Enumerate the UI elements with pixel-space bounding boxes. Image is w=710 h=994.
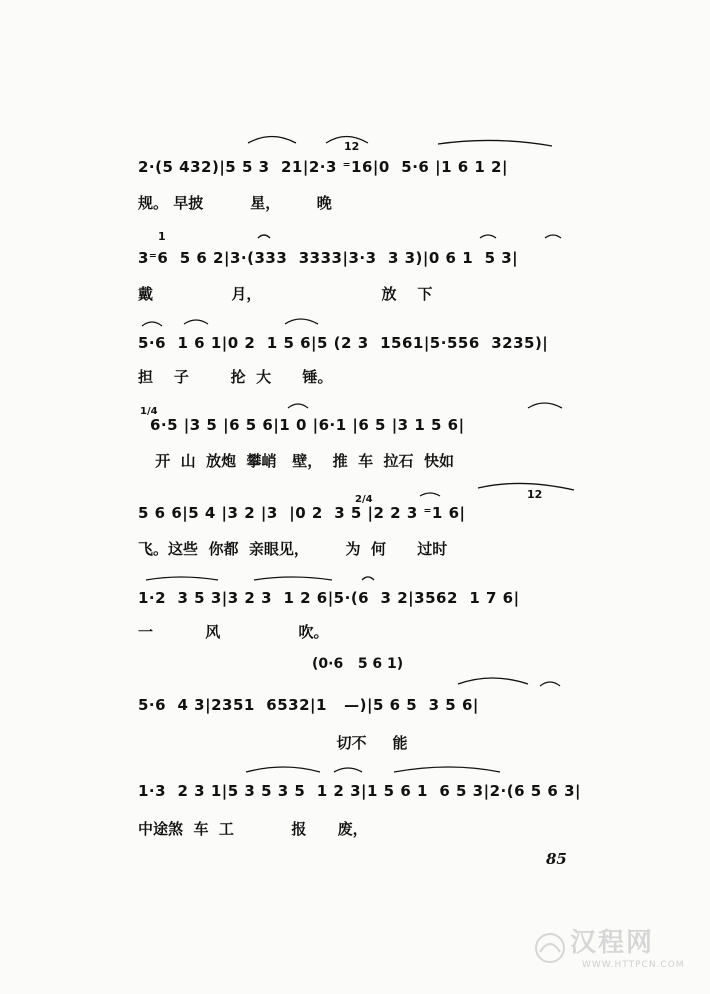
notation-line: 1·2 3 5 3|3 2 3 1 2 6|5·(6 3 2|3562 1 7 6| [138,589,520,607]
watermark-url: WWW.HTTPCN.COM [582,960,685,970]
intro-phrase: (0·6 5 6 1) [312,656,404,672]
slur [458,678,528,684]
slur [184,320,208,324]
slur [545,235,561,238]
slur [478,483,574,490]
lyric-line: 飞。这些 你都 亲眼见， 为 何 过时 [138,540,448,558]
slur [528,403,562,408]
watermark-logo-icon [530,928,570,968]
slur [540,682,560,686]
watermark [530,922,690,976]
page-number: 85 [546,850,567,868]
lyric-line: 一 风 吹。 [138,623,329,641]
grace-note: 1 [158,230,166,243]
lyric-line: 切不 能 [138,734,408,752]
fermata [258,235,270,238]
fermata [362,577,374,580]
slur [394,767,500,772]
notation-line: 1·3 2 3 1|5 3 5 3 5 1 2 3|1 5 6 1 6 5 3|2·(6 5 6 3| [138,782,581,800]
notation-line: 6·5 |3 5 |6 5 6|1 0 |6·1 |6 5 |3 1 5 6| [150,416,465,434]
slur [285,319,318,324]
slur [248,137,296,144]
slur [288,404,308,408]
slur [246,767,320,772]
lyric-line: 担 子 抡 大 锤。 [138,368,333,386]
notation-line: 5·6 4 3|2351 6532|1 —)|5 6 5 3 5 6| [138,696,479,714]
notation-line: 5 6 6|5 4 |3 2 |3 |0 2 3 5 |2 2 3 ⁼1 6| [138,504,466,522]
slur [334,768,362,772]
slur [480,235,496,238]
lyric-line: 戴 月， 放 下 [138,285,433,303]
slur [142,322,162,326]
lyric-line: 开 山 放炮 攀峭 壁， 推 车 拉石 快如 [150,452,455,470]
tie [254,577,332,580]
lyric-line: 规。 早披 星， 晚 [138,194,332,212]
slur [420,493,440,496]
grace-note: 12 [344,140,360,153]
notation-line: 3⁼6 5 6 2|3·(333 3333|3·3 3 3)|0 6 1 5 3| [138,249,519,267]
lyric-line: 中途煞 车 工 报 废， [138,820,368,838]
time-signature: 2/4 [355,494,373,505]
time-signature: 1/4 [140,406,158,417]
notation-line: 2·(5 432)|5 5 3 21|2·3 ⁼16|0 5·6 |1 6 1 2| [138,158,508,176]
watermark-text: 汉程网 [570,928,655,958]
grace-note: 12 [527,488,543,501]
tie [146,577,218,580]
slur [438,140,552,146]
notation-line: 5·6 1 6 1|0 2 1 5 6|5 (2 3 1561|5·556 3235)| [138,334,549,352]
